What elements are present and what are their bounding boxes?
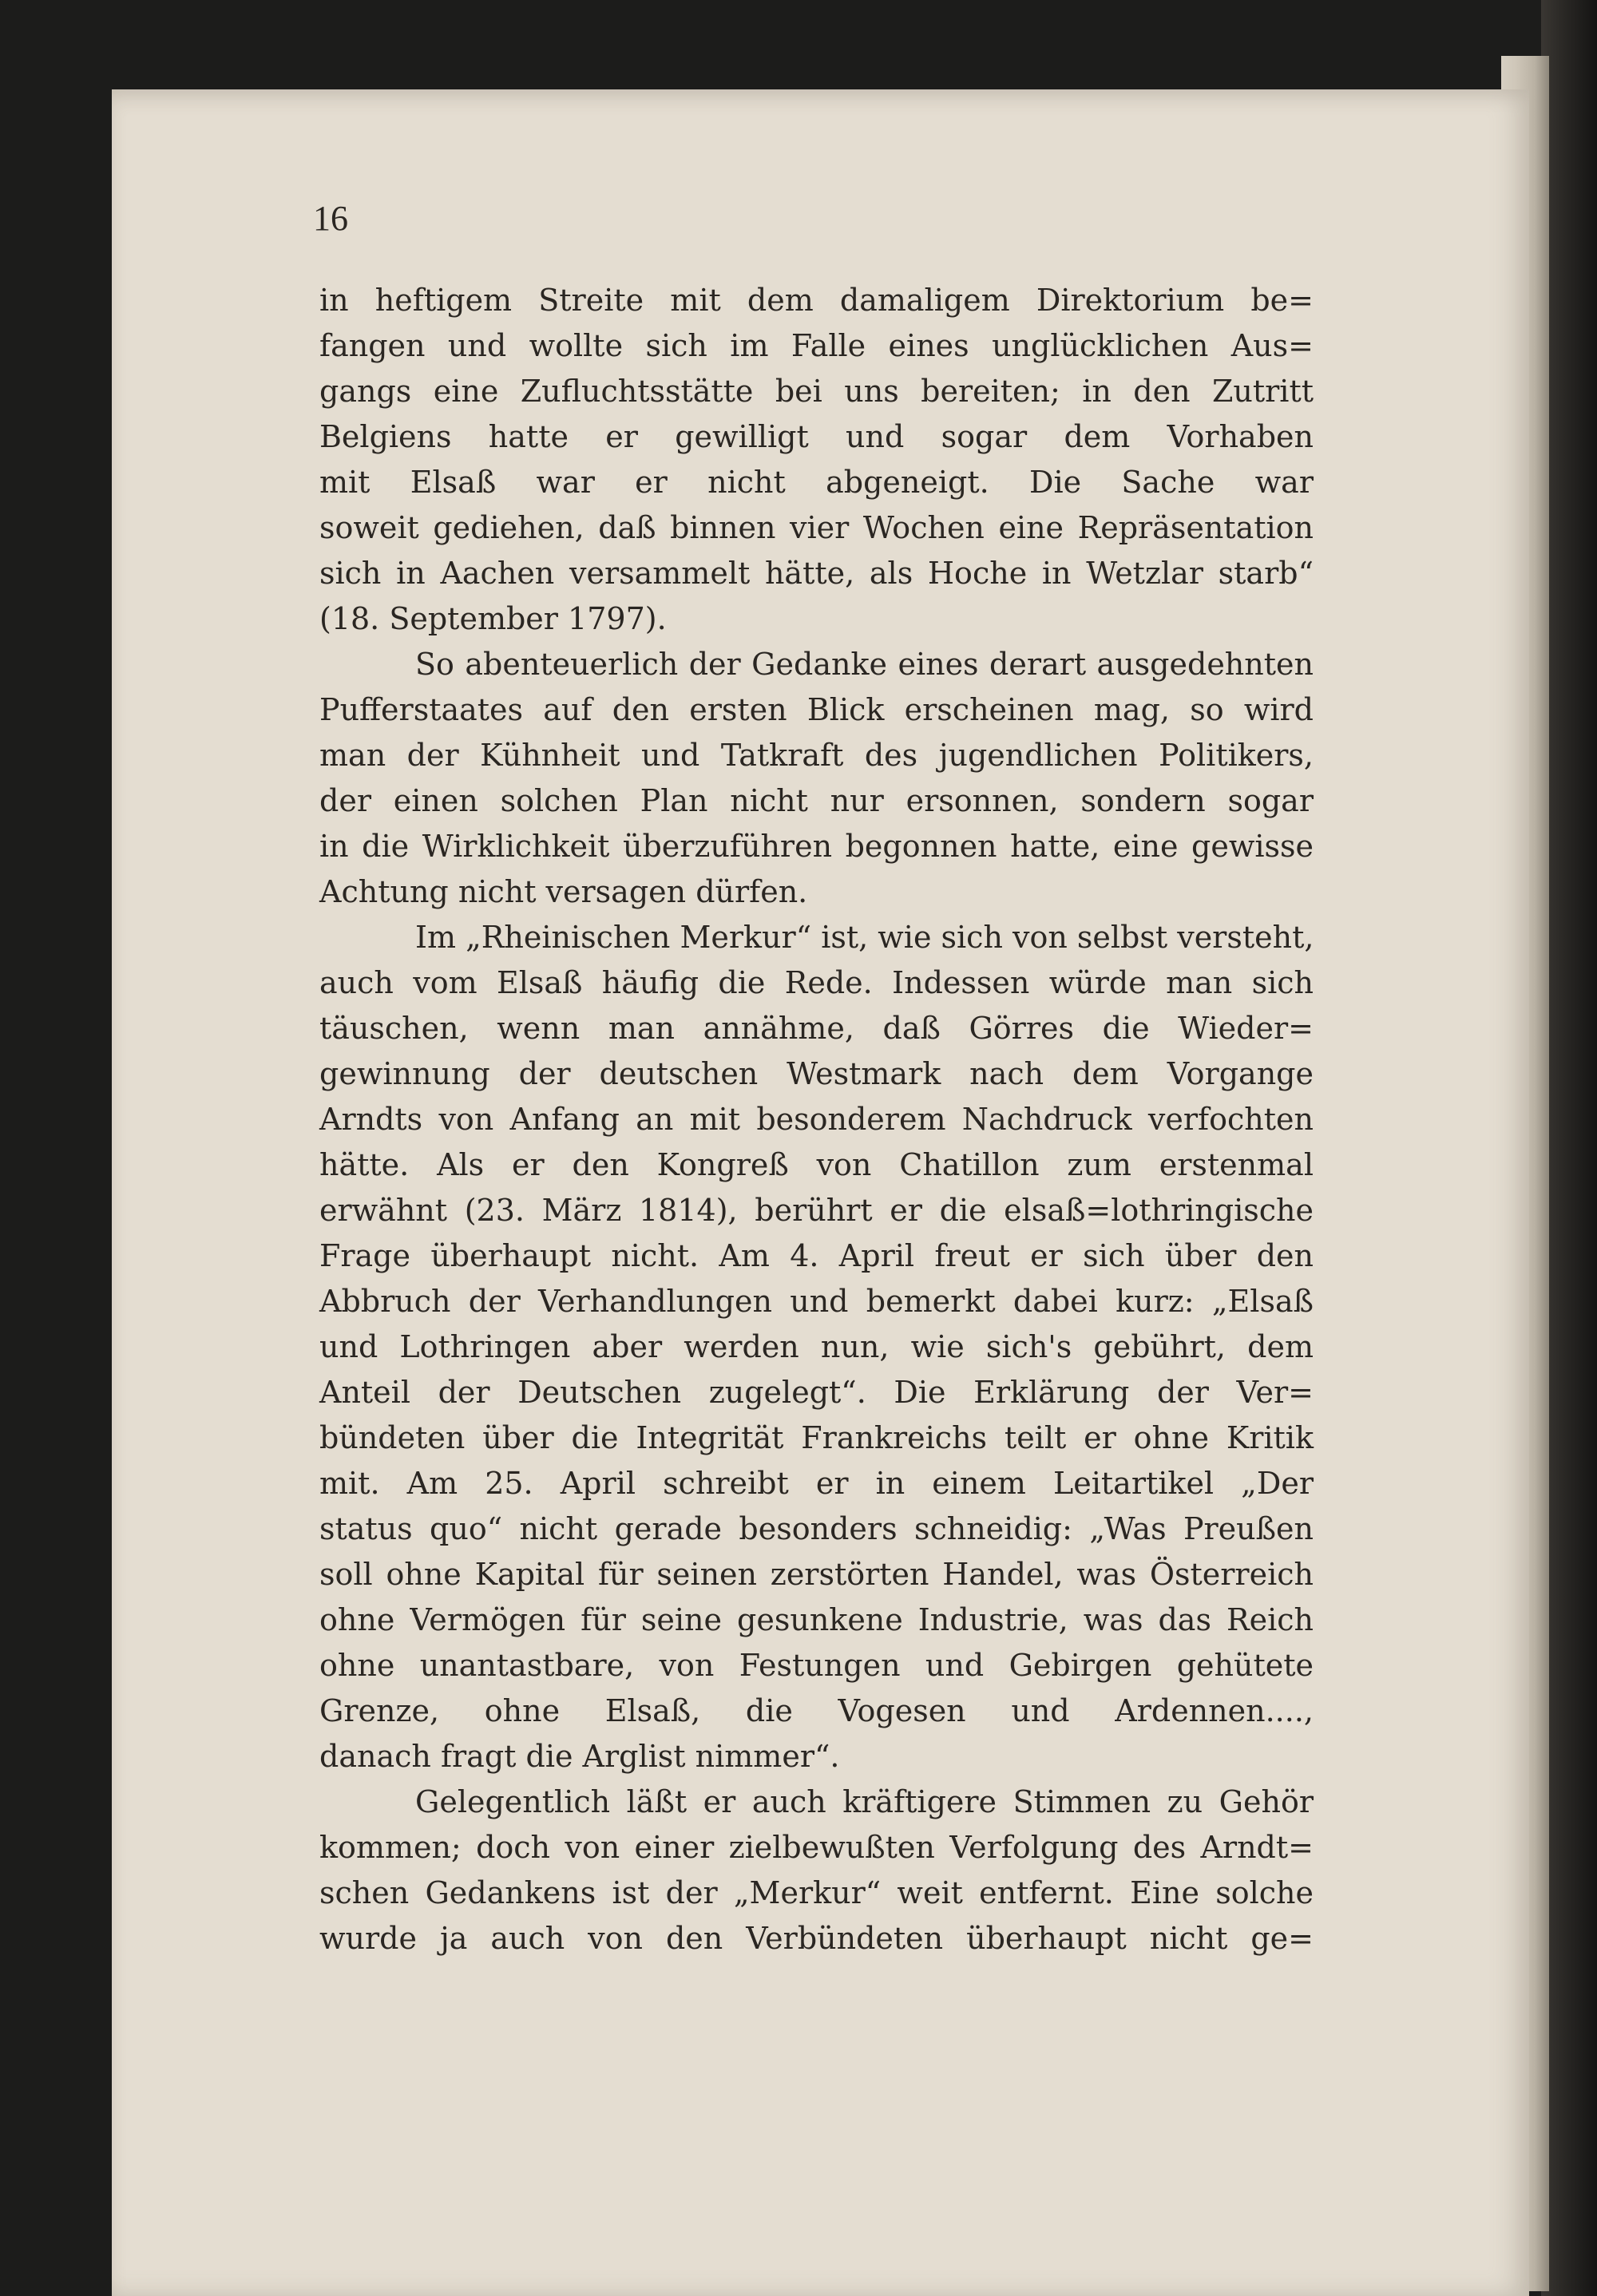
text-line: mit. Am 25. April schreibt er in einem Leitartikel „Der: [319, 1466, 1314, 1501]
text-line: danach fragt die Arglist nimmer“.: [319, 1739, 840, 1774]
text-line: status quo“ nicht gerade besonders schneidig: „Was Preußen: [319, 1511, 1314, 1546]
text-line: soll ohne Kapital für seinen zerstörten Handel, was Österreich: [319, 1557, 1314, 1592]
page-number: 16: [313, 199, 348, 238]
text-line: bündeten über die Integrität Frankreichs teilt er ohne Kritik: [319, 1420, 1314, 1455]
text-line: ohne unantastbare, von Festungen und Gebirgen gehütete: [319, 1648, 1314, 1683]
paragraph-start: Gelegentlich läßt er auch kräftigere Stimmen zu Gehör: [415, 1784, 1314, 1819]
text-line: Anteil der Deutschen zugelegt“. Die Erklärung der Ver=: [319, 1375, 1314, 1410]
text-line: erwähnt (23. März 1814), berührt er die elsaß=lothringische: [319, 1193, 1314, 1228]
body-text: [319, 278, 1314, 1961]
text-line: Belgiens hatte er gewilligt und sogar dem Vorhaben: [319, 419, 1314, 454]
text-line: kommen; doch von einer zielbewußten Verfolgung des Arndt=: [319, 1830, 1314, 1865]
text-line: ohne Vermögen für seine gesunkene Industrie, was das Reich: [319, 1602, 1314, 1637]
text-line: Abbruch der Verhandlungen und bemerkt dabei kurz: „Elsaß: [319, 1284, 1314, 1319]
text-line: gangs eine Zufluchtsstätte bei uns bereiten; in den Zutritt: [319, 374, 1314, 409]
scan-background: [1541, 0, 1597, 2296]
text-line: in die Wirklichkeit überzuführen begonnen hatte, eine gewisse: [319, 829, 1314, 864]
text-line: mit Elsaß war er nicht abgeneigt. Die Sache war: [319, 465, 1314, 500]
text-line: man der Kühnheit und Tatkraft des jugendlichen Politikers,: [319, 738, 1314, 773]
text-line: soweit gediehen, daß binnen vier Wochen eine Repräsentation: [319, 510, 1314, 545]
text-line: (18. September 1797).: [319, 601, 667, 636]
text-line: in heftigem Streite mit dem damaligem Direktorium be=: [319, 283, 1314, 318]
text-line: Frage überhaupt nicht. Am 4. April freut er sich über den: [319, 1238, 1314, 1273]
text-line: Achtung nicht versagen dürfen.: [319, 874, 808, 909]
paragraph-start: So abenteuerlich der Gedanke eines derart ausgedehnten: [415, 647, 1314, 682]
text-line: Pufferstaates auf den ersten Blick erscheinen mag, so wird: [319, 692, 1314, 727]
text-line: fangen und wollte sich im Falle eines unglücklichen Aus=: [319, 328, 1314, 363]
text-line: hätte. Als er den Kongreß von Chatillon zum erstenmal: [319, 1147, 1314, 1182]
text-line: wurde ja auch von den Verbündeten überhaupt nicht ge=: [319, 1921, 1314, 1956]
text-line: und Lothringen aber werden nun, wie sich's gebührt, dem: [319, 1329, 1314, 1364]
text-line: Arndts von Anfang an mit besonderem Nachdruck verfochten: [319, 1102, 1314, 1137]
text-line: gewinnung der deutschen Westmark nach dem Vorgange: [319, 1056, 1314, 1091]
text-line: täuschen, wenn man annähme, daß Görres die Wieder=: [319, 1011, 1314, 1046]
text-line: Grenze, ohne Elsaß, die Vogesen und Ardennen....,: [319, 1693, 1314, 1728]
paragraph-start: Im „Rheinischen Merkur“ ist, wie sich von selbst versteht,: [415, 920, 1314, 955]
text-line: der einen solchen Plan nicht nur ersonnen, sondern sogar: [319, 783, 1314, 818]
text-line: sich in Aachen versammelt hätte, als Hoche in Wetzlar starb“: [319, 556, 1314, 591]
text-line: auch vom Elsaß häufig die Rede. Indessen würde man sich: [319, 965, 1314, 1000]
text-line: schen Gedankens ist der „Merkur“ weit entfernt. Eine solche: [319, 1875, 1314, 1910]
